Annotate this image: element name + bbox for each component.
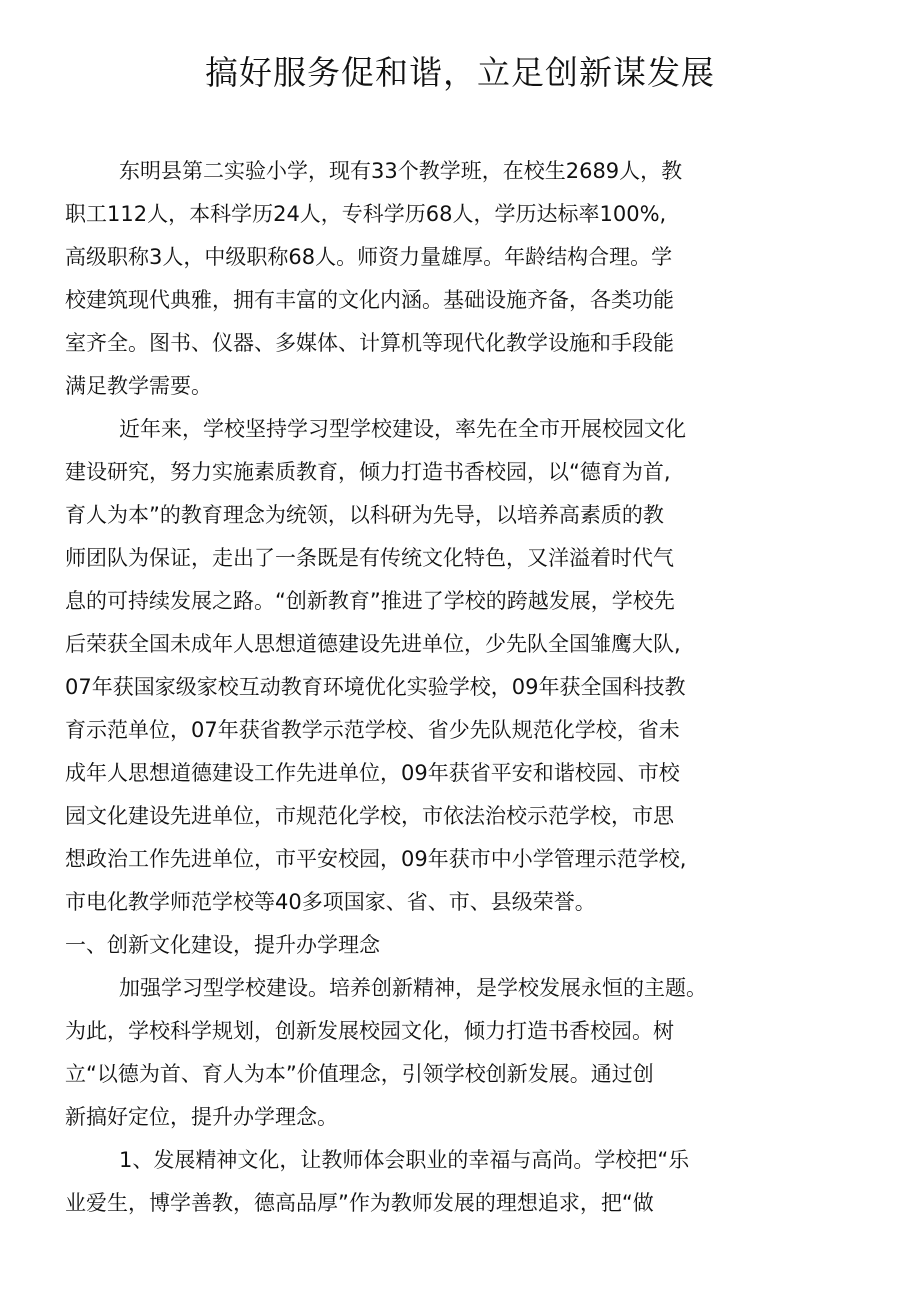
text-line: 立“以德为首、育人为本”价值理念，引领学校创新发展。通过创 (65, 1062, 654, 1086)
text-line: 想政治工作先进单位，市平安校园，09年获市中小学管理示范学校, (65, 847, 687, 871)
text-line: 建设研究，努力实施素质教育，倾力打造书香校园，以“德育为首, (65, 460, 671, 484)
text-line: 室齐全。图书、仪器、多媒体、计算机等现代化教学设施和手段能 (65, 331, 674, 355)
text-line: 息的可持续发展之路。“创新教育”推进了学校的跨越发展，学校先 (65, 589, 675, 613)
document-title: 搞好服务促和谐，立足创新谋发展 (205, 53, 715, 92)
text-line: 近年来，学校坚持学习型学校建设，率先在全市开展校园文化 (119, 417, 686, 441)
text-line: 育示范单位，07年获省教学示范学校、省少先队规范化学校，省未 (65, 718, 680, 742)
text-line: 育人为本”的教育理念为统领，以科研为先导，以培养高素质的教 (65, 503, 664, 527)
text-line: 职工112人，本科学历24人，专科学历68人，学历达标率100%, (65, 202, 667, 226)
text-line: 市电化教学师范学校等40多项国家、省、市、县级荣誉。 (65, 890, 596, 914)
text-line: 加强学习型学校建设。培养创新精神，是学校发展永恒的主题。 (119, 976, 707, 1000)
document-body (65, 150, 765, 1225)
text-line: 1、发展精神文化，让教师体会职业的幸福与高尚。学校把“乐 (119, 1148, 690, 1172)
section-heading: 一、创新文化建设，提升办学理念 (65, 933, 380, 957)
text-line: 07年获国家级家校互动教育环境优化实验学校，09年获全国科技教 (65, 675, 686, 699)
text-line: 业爱生，博学善教，德高品厚”作为教师发展的理想追求，把“做 (65, 1191, 654, 1215)
text-line: 园文化建设先进单位，市规范化学校，市依法治校示范学校，市思 (65, 804, 674, 828)
text-line: 为此，学校科学规划，创新发展校园文化，倾力打造书香校园。树 (65, 1019, 674, 1043)
text-line: 新搞好定位，提升办学理念。 (65, 1105, 338, 1129)
text-line: 师团队为保证，走出了一条既是有传统文化特色，又洋溢着时代气 (65, 546, 674, 570)
text-line: 校建筑现代典雅，拥有丰富的文化内涵。基础设施齐备，各类功能 (65, 288, 674, 312)
text-line: 成年人思想道德建设工作先进单位，09年获省平安和谐校园、市校 (65, 761, 680, 785)
text-line: 高级职称3人，中级职称68人。师资力量雄厚。年龄结构合理。学 (65, 245, 673, 269)
text-line: 满足教学需要。 (65, 374, 212, 398)
text-line: 后荣获全国未成年人思想道德建设先进单位，少先队全国雏鹰大队, (65, 632, 681, 656)
text-line: 东明县第二实验小学，现有33个教学班，在校生2689人，教 (119, 159, 683, 183)
